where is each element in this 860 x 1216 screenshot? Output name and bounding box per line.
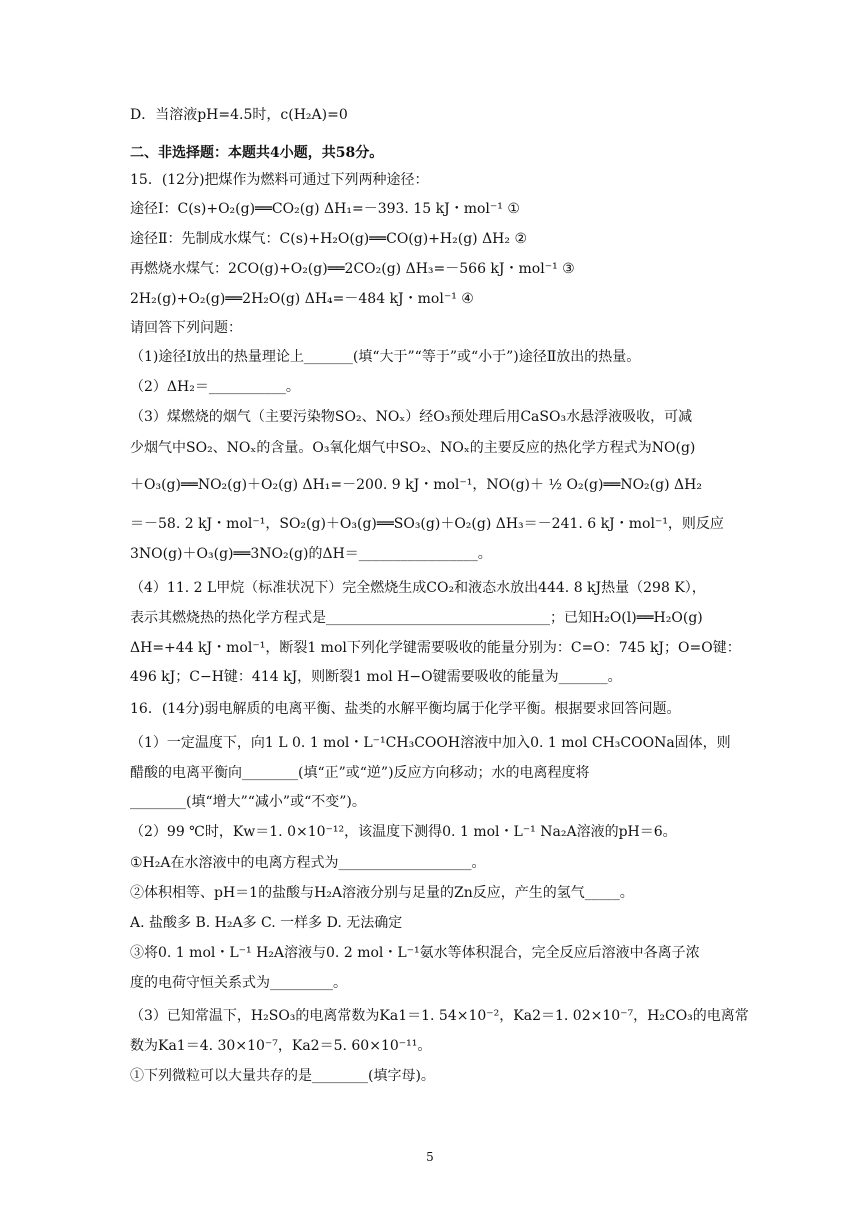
q15-part-4-line-3: ΔH=+44 kJ・mol⁻¹，断裂1 mol下列化学键需要吸收的能量分别为：C=O：745 kJ；O=O键： (130, 640, 741, 656)
q16-part-3-line-1: （3）已知常温下，H₂SO₃的电离常数为Ka1＝1. 54×10⁻²，Ka2＝1. 02×10⁻⁷，H₂CO₃的电离常 (130, 1008, 749, 1024)
q16-part-3-line-2: 数为Ka1＝4. 30×10⁻⁷，Ka2＝5. 60×10⁻¹¹。 (130, 1038, 432, 1054)
q16-part-2-item-3-line-2: 度的电荷守恒关系式为_________。 (130, 975, 347, 991)
q16-part-2-item-3-line-1: ③将0. 1 mol・L⁻¹ H₂A溶液与0. 2 mol・L⁻¹氨水等体积混合，完全反应后溶液中各离子浓 (130, 945, 700, 961)
q16-part-1-line-1: （1）一定温度下，向1 L 0. 1 mol・L⁻¹CH₃COOH溶液中加入0. 1 mol CH₃COONa固体，则 (130, 735, 731, 751)
question-prompt: 请回答下列问题： (130, 320, 242, 336)
q15-part-3-line-4: ＝－58. 2 kJ・mol⁻¹，SO₂(g)＋O₃(g)══SO₃(g)＋O₂(g) ΔH₃＝－241. 6 kJ・mol⁻¹，则反应 (130, 516, 724, 532)
q15-part-4-line-2: 表示其燃烧热的热化学方程式是________________________________；已知H₂O(l)══H₂O(g) (130, 610, 703, 626)
equation-1: 途径Ⅰ：C(s)+O₂(g)══CO₂(g) ΔH₁=－393. 15 kJ・mol⁻¹ ① (130, 201, 520, 217)
equation-3: 再燃烧水煤气：2CO(g)+O₂(g)══2CO₂(g) ΔH₃=－566 kJ・mol⁻¹ ③ (130, 261, 575, 277)
q15-part-3-line-2: 少烟气中SO₂、NOₓ的含量。O₃氧化烟气中SO₂、NOₓ的主要反应的热化学方程式为NO(g) (130, 440, 696, 456)
q15-part-1: （1)途径Ⅰ放出的热量理论上_______(填“大于”“等于”或“小于”)途径Ⅱ放出的热量。 (130, 349, 641, 365)
equation-2: 途径Ⅱ：先制成水煤气：C(s)+H₂O(g)══CO(g)+H₂(g) ΔH₂ ② (130, 231, 528, 247)
q16-part-2-item-1: ①H₂A在水溶液中的电离方程式为___________________。 (130, 855, 486, 871)
question-16-stem: 16．(14分)弱电解质的电离平衡、盐类的水解平衡均属于化学平衡。根据要求回答问题。 (130, 701, 681, 717)
q16-part-3-item-1: ①下列微粒可以大量共存的是________(填字母)。 (130, 1068, 435, 1084)
page-number: 5 (426, 1150, 434, 1164)
option-d: D．当溶液pH=4.5时，c(H₂A)=0 (130, 107, 348, 123)
equation-4: 2H₂(g)+O₂(g)══2H₂O(g) ΔH₄=－484 kJ・mol⁻¹ ④ (130, 291, 474, 307)
q16-part-2-options: A. 盐酸多 B. H₂A多 C. 一样多 D. 无法确定 (130, 915, 403, 931)
question-15-stem: 15．(12分)把煤作为燃料可通过下列两种途径： (130, 172, 429, 188)
q15-part-3-line-3: ＋O₃(g)══NO₂(g)＋O₂(g) ΔH₁=－200. 9 kJ・mol⁻¹，NO(g)＋ ½ O₂(g)══NO₂(g) ΔH₂ (130, 477, 702, 493)
q16-part-2-item-2: ②体积相等、pH＝1的盐酸与H₂A溶液分别与足量的Zn反应，产生的氢气_____。 (130, 885, 634, 901)
q15-part-4-line-4: 496 kJ；C−H键：414 kJ，则断裂1 mol H−O键需要吸收的能量为_______。 (130, 669, 622, 685)
q15-part-2: （2）ΔH₂＝___________。 (130, 379, 300, 395)
q15-part-4-line-1: （4）11. 2 L甲烷（标准状况下）完全燃烧生成CO₂和液态水放出444. 8 kJ热量（298 K）， (130, 580, 706, 596)
section-heading: 二、非选择题：本题共4小题，共58分。 (130, 145, 384, 161)
q16-part-2-line-1: （2）99 ℃时，Kw＝1. 0×10⁻¹²，该温度下测得0. 1 mol・L⁻¹ Na₂A溶液的pH＝6。 (130, 824, 677, 840)
q15-part-3-line-1: （3）煤燃烧的烟气（主要污染物SO₂、NOₓ）经O₃预处理后用CaSO₃水悬浮液吸收，可减 (130, 409, 693, 425)
q16-part-1-line-3: ________(填“增大”“减小”或“不变”)。 (130, 794, 366, 810)
q15-part-3-line-5: 3NO(g)＋O₃(g)══3NO₂(g)的ΔH＝_________________。 (130, 546, 492, 562)
q16-part-1-line-2: 醋酸的电离平衡向________(填“正”或“逆”)反应方向移动；水的电离程度将 (130, 765, 590, 781)
